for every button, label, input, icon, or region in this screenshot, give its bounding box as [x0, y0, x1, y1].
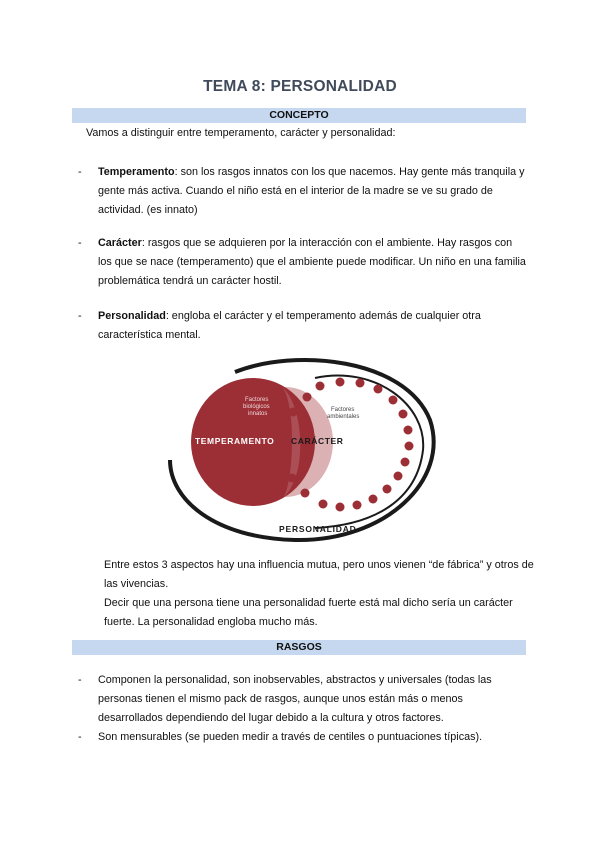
- definition-caracter: : rasgos que se adquieren por la interacción con el ambiente. Hay rasgos con los que se nace (temperamento) que el ambiente puede modificar. Un niño en una familia problemática tendrá un carácter hostil.: [98, 237, 526, 287]
- term-temperamento: Temperamento: [98, 166, 175, 178]
- diagram-sublabel-left-1: Factores: [245, 397, 269, 403]
- paragraph-strong-personality: Decir que una persona tiene una personalidad fuerte está mal dicho sería un carácter fuerte. La personalidad engloba mucho más.: [104, 597, 513, 628]
- diagram-sublabel-right-2: ambientales: [327, 414, 360, 420]
- list-item: [78, 163, 528, 220]
- bullet-dash: -: [78, 166, 82, 178]
- diagram-sublabel-left-3: innatos: [248, 411, 268, 417]
- bullet-dash: -: [78, 237, 82, 249]
- term-caracter: Carácter: [98, 237, 142, 249]
- diagram-sublabel-left-2: biológicos: [243, 404, 270, 410]
- list-item: [78, 728, 528, 747]
- personality-diagram: [165, 350, 440, 550]
- bullet-dash: -: [78, 674, 82, 686]
- list-item: [78, 307, 528, 345]
- intro-paragraph: Vamos a distinguir entre temperamento, carácter y personalidad:: [86, 127, 396, 139]
- section-heading-rasgos: RASGOS: [72, 640, 526, 655]
- definition-personalidad: : engloba el carácter y el temperamento además de cualquier otra característica mental.: [98, 310, 481, 341]
- diagram-label-temperamento: TEMPERAMENTO: [195, 436, 275, 446]
- paragraph-influence: Entre estos 3 aspectos hay una influencia mutua, pero unos vienen “de fábrica” y otros de las vivencias.: [104, 559, 534, 590]
- diagram-label-caracter: CARÁCTER: [291, 436, 344, 446]
- diagram-sublabel-right-1: Factores: [331, 407, 355, 413]
- bullet-dash: -: [78, 731, 82, 743]
- page-title: TEMA 8: PERSONALIDAD: [203, 78, 397, 95]
- bullet-dash: -: [78, 310, 82, 322]
- section-heading-concepto: CONCEPTO: [72, 108, 526, 123]
- list-item: [78, 234, 528, 291]
- rasgos-bullet-1: Componen la personalidad, son inobservables, abstractos y universales (todas las personas tienen el mismo pack de rasgos, aunque unos están más o menos desarrollados dependiendo del lugar debido a la cultura y otros factores.: [98, 674, 492, 724]
- diagram-label-personalidad: PERSONALIDAD: [279, 524, 357, 534]
- list-item: [78, 671, 528, 728]
- definition-temperamento: : son los rasgos innatos con los que nacemos. Hay gente más tranquila y gente más activa. Cuando el niño está en el interior de la madre se ve su grado de actividad. (es innato): [98, 166, 525, 216]
- term-personalidad: Personalidad: [98, 310, 166, 322]
- rasgos-bullet-2: Son mensurables (se pueden medir a través de centiles o puntuaciones típicas).: [98, 731, 483, 743]
